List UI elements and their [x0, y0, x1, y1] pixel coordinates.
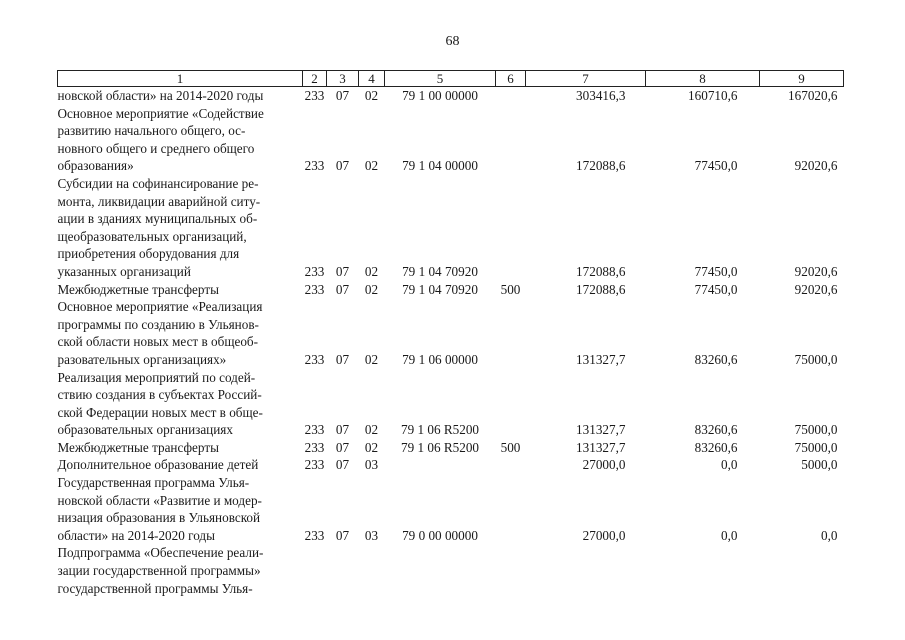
cell-c8: 160710,6: [688, 88, 738, 103]
table-row: [58, 281, 844, 299]
row-name-line: Дополнительное образование детей: [57, 457, 259, 473]
table-row: [58, 439, 844, 457]
cell-c8: 83260,6: [694, 422, 738, 438]
column-header-8: 8: [646, 71, 760, 87]
cell-c2: 233: [304, 351, 325, 367]
cell-c8: 77450,0: [694, 281, 738, 297]
column-header-7: 7: [526, 71, 646, 87]
cell-c8: 0,0: [721, 457, 738, 473]
row-name: [58, 544, 303, 597]
cell-c6: [496, 474, 526, 544]
cell-c4: 02: [364, 439, 379, 455]
cell-c7: [526, 544, 646, 597]
cell-c5: [385, 544, 496, 597]
cell-c2: [303, 544, 327, 597]
cell-c7: 131327,7: [576, 351, 626, 367]
row-name-line: указанных организаций: [57, 263, 191, 279]
table-row: [58, 87, 844, 105]
row-name: [58, 175, 303, 281]
cell-c2: 233: [304, 263, 325, 279]
row-name-line: Межбюджетные трансферты: [57, 439, 219, 455]
row-name-line: новного общего и среднего общего: [57, 140, 255, 156]
table-row: [58, 298, 844, 368]
cell-c5: 79 1 04 70920: [402, 263, 478, 279]
cell-c2: 233: [304, 422, 325, 438]
row-name-line: образования»: [57, 158, 134, 174]
row-name: [58, 439, 303, 457]
cell-c8: 0,0: [721, 527, 738, 543]
cell-c9: 75000,0: [794, 422, 838, 438]
row-name-line: монта, ликвидации аварийной ситу-: [57, 193, 261, 209]
column-header-3: 3: [327, 71, 359, 87]
cell-c7: 131327,7: [576, 422, 626, 438]
header-row: [58, 71, 844, 87]
row-name-line: щеобразовательных организаций,: [57, 228, 247, 244]
cell-c5: [385, 456, 496, 474]
cell-c4: 02: [364, 422, 379, 438]
row-name: [58, 474, 303, 544]
cell-c8: 77450,0: [694, 263, 738, 279]
cell-c3: 07: [335, 263, 350, 279]
cell-c5: 79 0 00 00000: [402, 527, 478, 543]
row-name-line: новской области» на 2014-2020 годы: [57, 88, 264, 103]
table-row: [58, 456, 844, 474]
row-name: [58, 281, 303, 299]
cell-c6: [496, 298, 526, 368]
budget-table: [57, 70, 844, 597]
cell-c4: 03: [364, 457, 379, 473]
cell-c5: 79 1 06 R5200: [400, 439, 480, 455]
row-name-line: программы по созданию в Ульянов-: [57, 316, 259, 332]
row-name-line: области» на 2014-2020 годы: [57, 527, 215, 543]
column-header-6: 6: [496, 71, 526, 87]
row-name-line: развитию начального общего, ос-: [57, 123, 246, 139]
cell-c5: 79 1 06 R5200: [400, 422, 480, 438]
row-name-line: разовательных организациях»: [57, 351, 227, 367]
row-name-line: ской области новых мест в общеоб-: [57, 334, 259, 350]
cell-c2: 233: [304, 158, 325, 174]
cell-c6: 500: [500, 281, 521, 297]
cell-c6: [496, 369, 526, 439]
cell-c4: 02: [364, 351, 379, 367]
cell-c5: 79 1 04 70920: [402, 281, 478, 297]
cell-c3: 07: [335, 158, 350, 174]
cell-c3: [327, 544, 359, 597]
row-name-line: новской области «Развитие и модер-: [57, 492, 262, 508]
row-name: [58, 105, 303, 175]
cell-c6: [496, 544, 526, 597]
cell-c5: 79 1 00 00000: [402, 88, 478, 103]
row-name: [58, 87, 303, 105]
cell-c4: 03: [364, 527, 379, 543]
cell-c5: 79 1 06 00000: [402, 351, 478, 367]
cell-c6: [496, 175, 526, 281]
cell-c4: 02: [364, 281, 379, 297]
cell-c3: 07: [335, 439, 350, 455]
row-name-line: ации в зданиях муниципальных об-: [57, 211, 258, 227]
row-name-line: приобретения оборудования для: [57, 246, 240, 262]
cell-c3: 07: [335, 281, 350, 297]
cell-c4: 02: [364, 88, 379, 103]
page-number: 68: [445, 34, 460, 49]
cell-c3: 07: [335, 88, 350, 103]
cell-c2: 233: [304, 281, 325, 297]
row-name-line: зации государственной программы»: [57, 563, 261, 579]
table-body: [58, 87, 844, 598]
cell-c9: 92020,6: [794, 158, 838, 174]
row-name-line: государственной программы Улья-: [57, 580, 253, 596]
column-header-1: 1: [58, 71, 303, 87]
table-row: [58, 544, 844, 597]
cell-c8: 77450,0: [694, 158, 738, 174]
row-name-line: Подпрограмма «Обеспечение реали-: [57, 545, 264, 561]
cell-c3: 07: [335, 457, 350, 473]
column-header-2: 2: [303, 71, 327, 87]
table-row: [58, 175, 844, 281]
cell-c7: 303416,3: [576, 88, 626, 103]
row-name-line: Основное мероприятие «Содействие: [57, 105, 264, 121]
table-row: [58, 105, 844, 175]
cell-c9: [760, 544, 844, 597]
cell-c2: 233: [304, 457, 325, 473]
cell-c7: 27000,0: [582, 457, 626, 473]
cell-c6: [496, 105, 526, 175]
cell-c7: 172088,6: [576, 263, 626, 279]
table-row: [58, 369, 844, 439]
cell-c7: 172088,6: [576, 281, 626, 297]
row-name-line: ствию создания в субъектах Россий-: [57, 387, 262, 403]
cell-c9: 0,0: [821, 527, 838, 543]
cell-c7: 172088,6: [576, 158, 626, 174]
row-name-line: Основное мероприятие «Реализация: [57, 299, 263, 315]
cell-c4: 02: [364, 263, 379, 279]
cell-c6: [496, 456, 526, 474]
table-row: [58, 474, 844, 544]
cell-c6: 500: [500, 439, 521, 455]
cell-c4: [359, 544, 385, 597]
cell-c9: 5000,0: [801, 457, 838, 473]
cell-c8: 83260,6: [694, 439, 738, 455]
row-name-line: низация образования в Ульяновской: [57, 510, 261, 526]
cell-c9: 167020,6: [788, 88, 838, 103]
column-header-9: 9: [760, 71, 844, 87]
cell-c8: 83260,6: [694, 351, 738, 367]
cell-c7: 27000,0: [582, 527, 626, 543]
cell-c5: 79 1 04 00000: [402, 158, 478, 174]
cell-c9: 92020,6: [794, 263, 838, 279]
row-name-line: Реализация мероприятий по содей-: [57, 369, 256, 385]
row-name: [58, 456, 303, 474]
row-name: [58, 369, 303, 439]
cell-c9: 75000,0: [794, 439, 838, 455]
column-header-4: 4: [359, 71, 385, 87]
cell-c8: [646, 544, 760, 597]
cell-c2: 233: [304, 527, 325, 543]
cell-c3: 07: [335, 351, 350, 367]
cell-c9: 75000,0: [794, 351, 838, 367]
cell-c2: 233: [304, 439, 325, 455]
cell-c7: 131327,7: [576, 439, 626, 455]
row-name-line: ской Федерации новых мест в обще-: [57, 404, 263, 420]
row-name-line: образовательных организациях: [57, 422, 233, 438]
row-name-line: Государственная программа Улья-: [57, 475, 250, 491]
row-name-line: Субсидии на софинансирование ре-: [57, 175, 259, 191]
cell-c4: 02: [364, 158, 379, 174]
cell-c9: 92020,6: [794, 281, 838, 297]
cell-c3: 07: [335, 422, 350, 438]
cell-c2: 233: [304, 88, 325, 103]
cell-c6: [496, 87, 526, 105]
row-name-line: Межбюджетные трансферты: [57, 281, 219, 297]
column-header-5: 5: [385, 71, 496, 87]
cell-c3: 07: [335, 527, 350, 543]
row-name: [58, 298, 303, 368]
